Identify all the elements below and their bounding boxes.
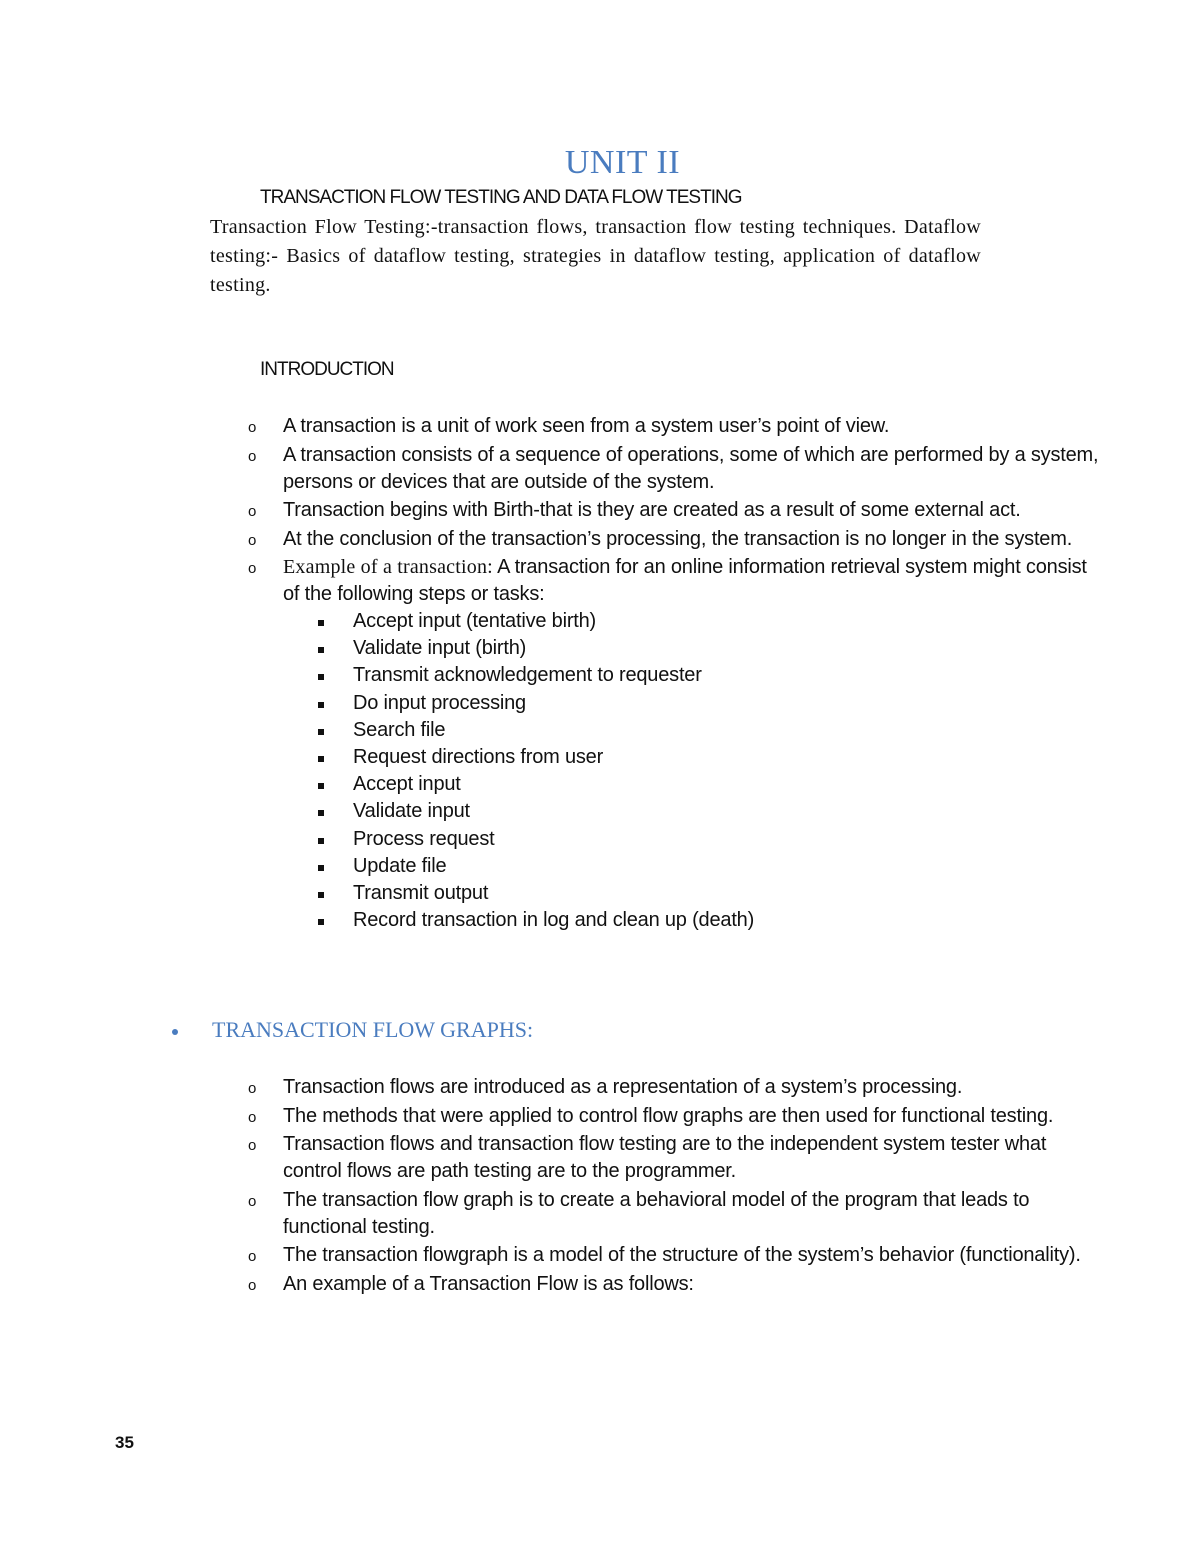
step-text: Request directions from user: [353, 746, 604, 769]
list-item: [0, 526, 1100, 553]
step-item: [283, 690, 1100, 717]
square-bullet-icon: [318, 647, 324, 653]
list-item: [0, 442, 1100, 496]
example-steps-list: [283, 608, 1100, 934]
step-text: Do input processing: [353, 691, 526, 714]
step-item: [283, 771, 1100, 798]
circle-bullet-icon: o: [248, 447, 257, 465]
list-item-text: At the conclusion of the transaction’s processing, the transaction is no longer in the system.: [283, 527, 1073, 550]
square-bullet-icon: [318, 783, 324, 789]
step-text: Accept input: [353, 773, 461, 796]
example-label: Example of a transaction:: [283, 556, 493, 578]
flow-graphs-list: [0, 1074, 1100, 1299]
step-item: [283, 880, 1100, 907]
section-heading-transaction-flow-graphs: [172, 1017, 533, 1043]
list-item-text: The methods that were applied to control flow graphs are then used for functional testing.: [283, 1104, 1054, 1127]
step-item: [283, 826, 1100, 853]
step-text: Validate input: [353, 800, 470, 823]
list-item-text: The transaction flow graph is to create a behavioral model of the program that leads to functional testing.: [283, 1188, 1030, 1238]
circle-bullet-icon: o: [248, 503, 257, 520]
step-text: Validate input (birth): [353, 637, 527, 660]
list-item-example: [0, 554, 1100, 934]
square-bullet-icon: [318, 620, 324, 626]
step-text: Accept input (tentative birth): [353, 610, 597, 632]
list-item: [0, 1242, 1100, 1269]
unit-title: UNIT II: [564, 144, 681, 181]
step-item: [283, 635, 1100, 662]
square-bullet-icon: [318, 919, 324, 925]
syllabus-paragraph: Transaction Flow Testing:-transaction flows, transaction flow testing techniques. Dataflow testing:- Basics of dataflow testing, strategies in dataflow testing, application of dataflow testing.: [210, 216, 981, 296]
circle-bullet-icon: o: [248, 1137, 257, 1154]
dot-bullet-icon: [172, 1029, 178, 1035]
square-bullet-icon: [318, 892, 324, 898]
unit-subtitle: TRANSACTION FLOW TESTING AND DATA FLOW TESTING: [260, 187, 742, 208]
circle-bullet-icon: o: [248, 560, 257, 577]
step-text: Transmit acknowledgement to requester: [353, 664, 702, 687]
example-text: A transaction for an online information retrieval system might consist of the following steps or tasks:: [283, 556, 1087, 605]
step-item: [283, 662, 1100, 689]
square-bullet-icon: [318, 756, 324, 762]
circle-bullet-icon: o: [248, 1248, 257, 1265]
circle-bullet-icon: o: [248, 1108, 257, 1126]
list-item: [0, 1074, 1100, 1101]
step-text: Record transaction in log and clean up (death): [353, 909, 755, 932]
list-item-text: Transaction begins with Birth-that is they are created as a result of some external act.: [283, 499, 1021, 521]
list-item: [0, 413, 1100, 440]
square-bullet-icon: [318, 810, 324, 816]
list-item-text: A transaction consists of a sequence of operations, some of which are performed by a system, persons or devices that are outside of the system.: [283, 443, 1099, 493]
square-bullet-icon: [318, 838, 324, 844]
square-bullet-icon: [318, 674, 324, 680]
section-heading-text: TRANSACTION FLOW GRAPHS:: [212, 1017, 534, 1042]
list-item: [0, 1271, 1100, 1298]
list-item: [0, 497, 1100, 524]
circle-bullet-icon: o: [248, 531, 257, 549]
list-item-text: The transaction flowgraph is a model of the structure of the system’s behavior (functionality).: [283, 1244, 1081, 1266]
step-item: [283, 907, 1100, 934]
introduction-heading: INTRODUCTION: [260, 359, 394, 380]
list-item-text: Transaction flows are introduced as a representation of a system’s processing.: [283, 1076, 963, 1098]
list-item: [0, 1103, 1100, 1130]
step-item: [283, 608, 1100, 635]
step-text: Search file: [353, 718, 446, 741]
list-item-text: An example of a Transaction Flow is as follows:: [283, 1272, 694, 1295]
step-item: [283, 853, 1100, 880]
step-text: Process request: [353, 827, 495, 850]
square-bullet-icon: [318, 702, 324, 708]
square-bullet-icon: [318, 865, 324, 871]
circle-bullet-icon: o: [248, 1080, 257, 1097]
list-item-text: A transaction is a unit of work seen from a system user’s point of view.: [283, 415, 890, 437]
step-item: [283, 744, 1100, 771]
circle-bullet-icon: o: [248, 419, 257, 436]
step-text: Transmit output: [353, 882, 489, 905]
introduction-list: [0, 413, 1100, 936]
square-bullet-icon: [318, 729, 324, 735]
step-item: [283, 717, 1100, 744]
page-number: 35: [115, 1433, 134, 1452]
step-item: [283, 798, 1100, 825]
list-item: [0, 1131, 1100, 1185]
circle-bullet-icon: o: [248, 1192, 257, 1210]
list-item: [0, 1187, 1100, 1241]
step-text: Update file: [353, 854, 447, 877]
circle-bullet-icon: o: [248, 1276, 257, 1294]
list-item-text: Transaction flows and transaction flow testing are to the independent system tester what control flows are path testing are to the programmer.: [283, 1133, 1047, 1182]
